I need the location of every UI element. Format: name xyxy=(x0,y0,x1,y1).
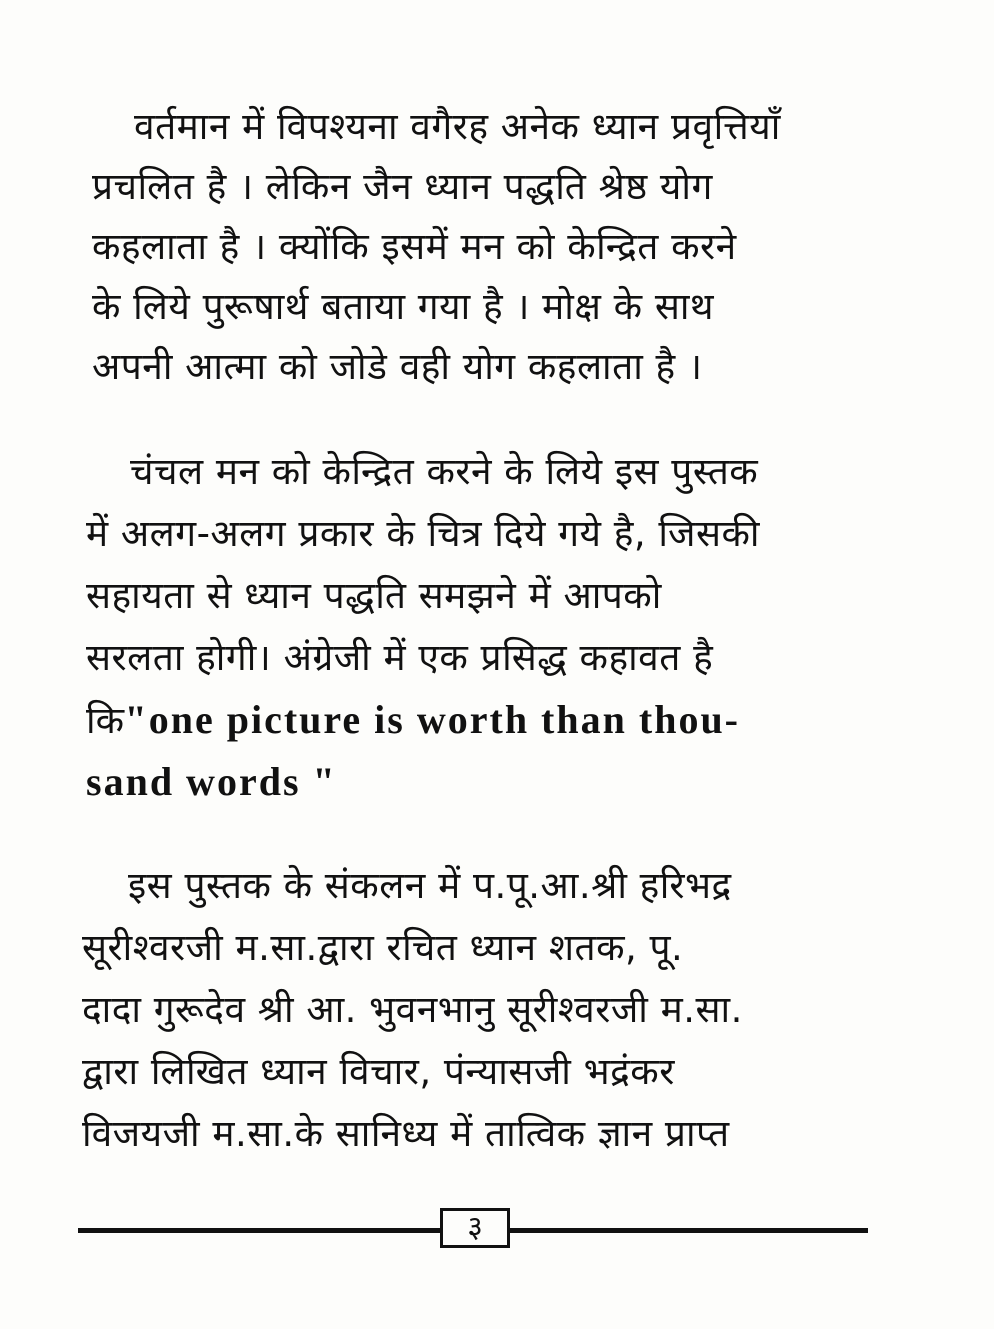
text-line: में अलग-अलग प्रकार के चित्र दिये गये है, जिसकी xyxy=(86,512,760,555)
text-line: दादा गुरूदेव श्री आ. भुवनभानु सूरीश्वरजी म.सा. xyxy=(82,988,743,1031)
quote-line xyxy=(86,690,876,750)
text-line: प्रचलित है । लेकिन जैन ध्यान पद्धति श्रेष्ठ योग xyxy=(92,165,713,208)
page-footer xyxy=(78,1208,868,1252)
text-line: कहलाता है । क्योंकि इसमें मन को केन्द्रित करने xyxy=(92,225,737,268)
text-line: वर्तमान में विपश्यना वगैरह अनेक ध्यान प्रवृत्तियाँ xyxy=(134,105,781,148)
text-line: इस पुस्तक के संकलन में प.पू.आ.श्री हरिभद्र xyxy=(128,864,732,907)
text-line: अपनी आत्मा को जोडे वही योग कहलाता है । xyxy=(92,345,703,388)
text-line: सूरीश्वरजी म.सा.द्वारा रचित ध्यान शतक, पू. xyxy=(82,926,684,969)
english-quote-continued: sand words " xyxy=(86,759,337,804)
text-line: सहायता से ध्यान पद्धति समझने में आपको xyxy=(86,574,662,617)
text-line: द्वारा लिखित ध्यान विचार, पंन्यासजी भद्रंकर xyxy=(82,1050,675,1093)
english-quote: "one picture is worth than thou- xyxy=(124,697,741,742)
page-number: ३ xyxy=(440,1208,510,1248)
footer-rule-right xyxy=(510,1228,868,1233)
text-line: चंचल मन को केन्द्रित करने के लिये इस पुस्तक xyxy=(130,450,759,493)
text-line: विजयजी म.सा.के सानिध्य में तात्विक ज्ञान प्राप्त xyxy=(82,1112,730,1155)
footer-rule-left xyxy=(78,1228,440,1233)
quote-prefix: कि xyxy=(86,699,125,742)
text-line: सरलता होगी। अंग्रेजी में एक प्रसिद्ध कहावत है xyxy=(86,636,714,679)
text-line: के लिये पुरूषार्थ बताया गया है । मोक्ष के साथ xyxy=(92,285,715,328)
